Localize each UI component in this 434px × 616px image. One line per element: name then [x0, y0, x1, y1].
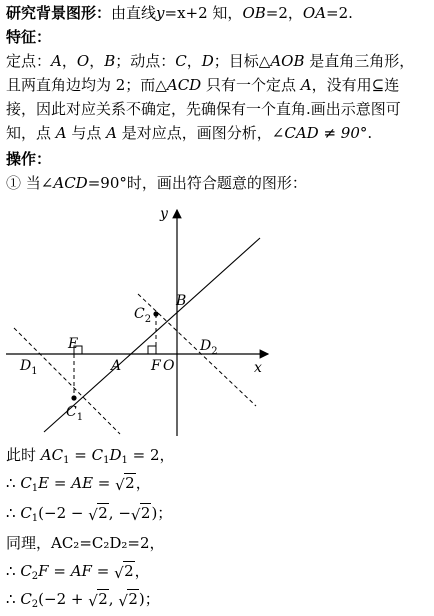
line-y-eq-x-plus-2 — [44, 238, 260, 432]
result-line-3: ∴ $C_1(-2$ − √ 2, − √ 2)； — [6, 504, 173, 524]
paragraph-line-2: 且两直角边均为 2；而△ACD 只有一个定点 A，没有用⊆连 — [6, 76, 400, 94]
subset-icon: ⊆ — [371, 76, 385, 94]
paragraph-line-3: 接，因此对应关系不确定，先确保有一个直角.画出示意图可 — [6, 100, 401, 118]
result-line-5: ∴ $C_2F$ = AF = √ 2， — [6, 562, 150, 582]
point-c1 — [71, 395, 76, 400]
x-axis-label: x — [254, 360, 262, 376]
label-d1: $D_1$ — [20, 358, 38, 377]
coordinate-figure — [0, 196, 434, 448]
label-o: O — [163, 358, 175, 374]
label-b: B — [176, 293, 187, 309]
header-title: 研究背景图形： — [6, 4, 112, 22]
label-c1: $C_1$ — [66, 404, 84, 423]
feature-heading: 特征： — [6, 28, 52, 46]
operation-heading: 操作： — [6, 150, 52, 168]
result-line-6: ∴ $C_2(-2$ + √ 2, √ 2)； — [6, 590, 160, 610]
point-c2 — [153, 311, 158, 316]
right-angle-mark-f — [148, 346, 156, 354]
label-d2: $D_2$ — [200, 338, 218, 357]
result-line-1: 此时 $AC_1 = C_1D_1 = 2$， — [6, 446, 175, 466]
result-line-2: ∴ $C_1E$ = AE = √ 2， — [6, 474, 151, 494]
label-e: E — [68, 336, 79, 352]
label-c2: $C_2$ — [134, 306, 152, 325]
result-line-4: 同理，AC₂=C₂D₂=2， — [6, 534, 165, 552]
step-1-line: ① 当∠ACD=90°时，画出符合题意的图形： — [6, 174, 307, 192]
label-f: F — [151, 358, 161, 374]
header-line: 研究背景图形：由直线y=x+2 知，OB=2，OA=2. — [6, 4, 353, 22]
paragraph-line-1: 定点：A，O，B；动点：C，D；目标△AOB 是直角三角形， — [6, 52, 415, 70]
y-axis-label: y — [160, 206, 168, 222]
paragraph-line-4: 知，点 A 与点 A 是对应点，画图分析，∠CAD ≠ 90°. — [6, 124, 373, 142]
label-a: A — [111, 358, 122, 374]
